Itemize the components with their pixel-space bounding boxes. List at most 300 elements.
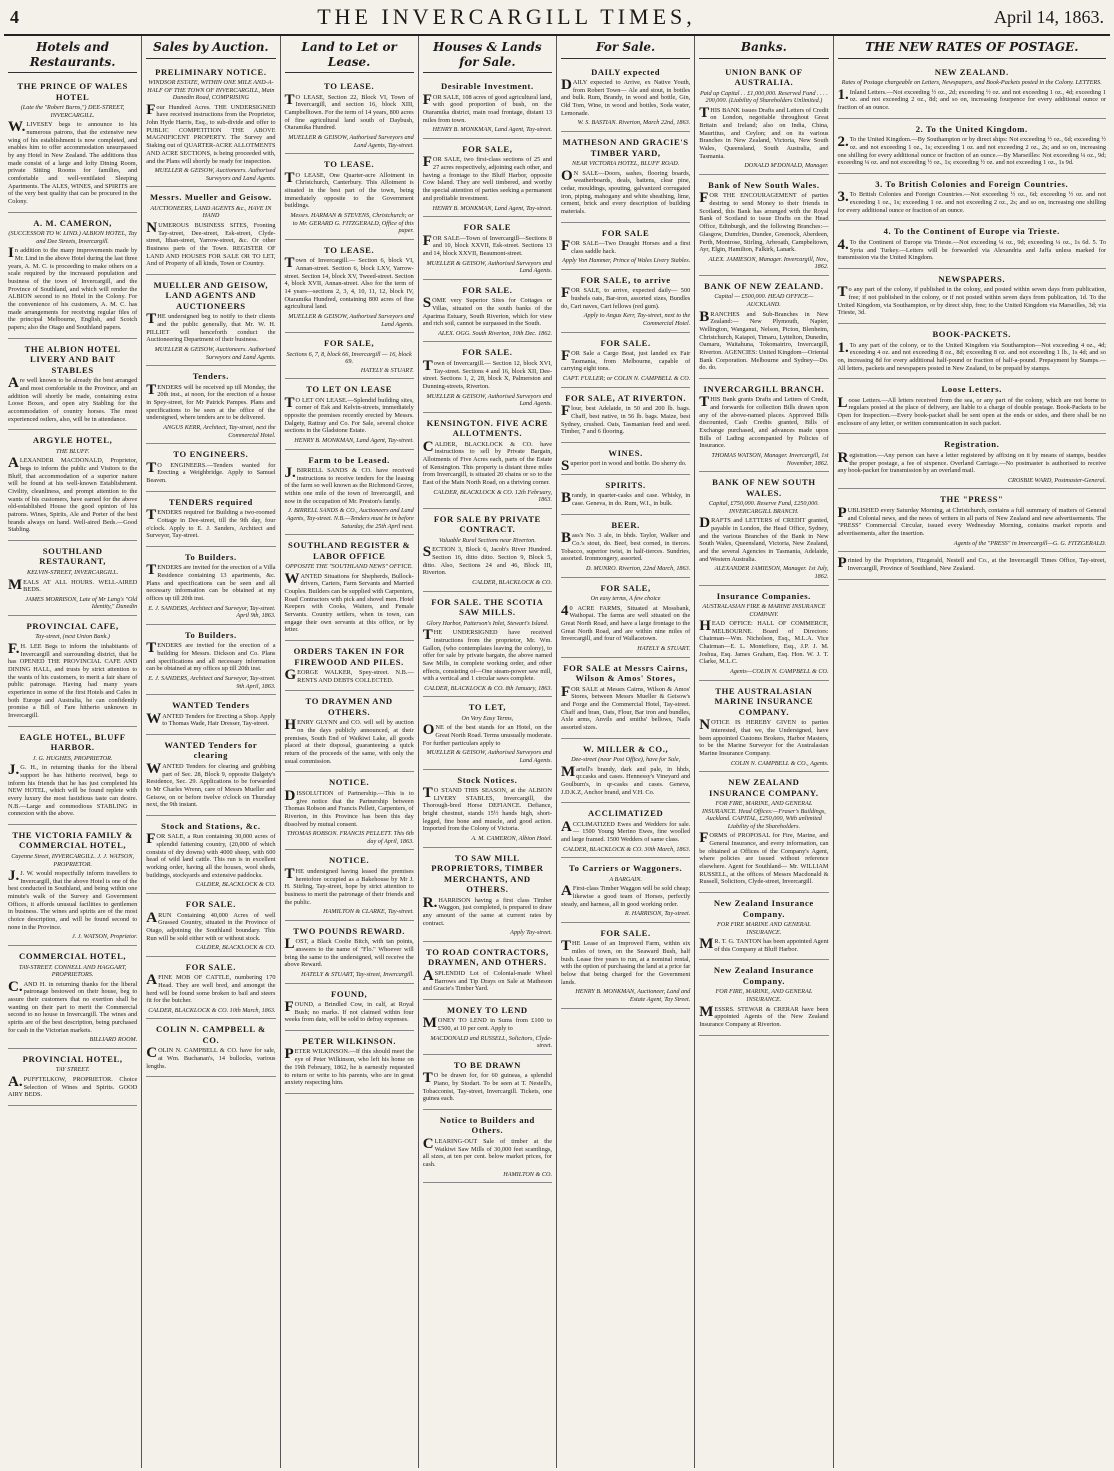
ad-title: Insurance Companies. [716, 590, 811, 601]
ad-body: NOTICE IS HEREBY GIVEN to parties interested, that we, the Undersigned, have been appointed Customs Brokers, Harbor Masters, to be the Marine Surveyor for the Australasian Marine Insurance Company. [699, 717, 829, 757]
advertisement [838, 269, 1107, 324]
ad-signature: DONALD M'DONALD, Manager. [744, 162, 829, 170]
advertisement [561, 739, 690, 804]
ad-body: WANTED Situations for Shepherds, Bullock-drivers, Carters, Farm Servants and Married Couples. Builders can be supplied with Carpenters, Road Contractors with pick and shovel men. Hotel Keepers with Cooks, Waiters, and Female Servants. Country settlers, when in town, can engage their own servants at this office, or by letter. [284, 570, 414, 634]
advertisement [561, 223, 690, 270]
advertisement [561, 388, 690, 443]
ad-body: ASPLENDID Lot of Colonial-made Wheel Barrows and Tip Drays on Sale at Matheson and Gracie's Timber Yard. [422, 967, 552, 993]
ad-title: SOUTHLAND RESTAURANT, [39, 545, 106, 567]
ad-title: To Carriers or Waggoners. [569, 863, 683, 874]
column-heading: For Sale. [561, 38, 690, 59]
advertisement [423, 848, 552, 942]
advertisement [561, 333, 690, 388]
advertisement [699, 276, 828, 379]
ad-body: Bass's No. 3 ale, in bhds. Taylor, Walker and Co.'s stout, do. Beef, best corned, in tierces. Tobacco, superior twist, in half-tierces. Sundries, assorted. Ironmongery, assorted. [561, 530, 691, 563]
ad-body: THE undersigned beg to notify to their clients and the public generally, that Mr. W. H. PILLIET will henceforth conduct the Auctioneering Department of their business. [146, 311, 276, 344]
ad-title: FOR SALE. [600, 337, 651, 348]
ad-body: 4.To the Continent of Europe via Trieste.—Not exceeding ¼ oz., 9d; exceeding ¼ oz., 1s 6d. 5. To Syria and Turkey.—Letters will be forwarded via Alexandria and Jaffa unless marked for transmission via the United Kingdom. [837, 236, 1106, 262]
advertisement [423, 139, 552, 217]
advertisement [8, 430, 137, 541]
ad-title: FOR SALE, to arrive [580, 274, 671, 285]
ad-body: SECTION 3, Block 6, Jacob's River Hundred. Section 16, ditto ditto. Section 9, Block 5, ditto. Also, Sections 24 and 46, Block III, Riverton. [422, 544, 552, 577]
ad-body: BRANCHES and Sub-Branches in New Zealand:— New Plymouth, Napier, Wellington, Wanganui, Nelson, Picton, Blenheim, Christchurch, Kaiapoi, Timaru, Lyttelton, Dunedin, Oamaru, Waitahuna, Tokomairiro, Invercargill, Riverton. AGENCIES: United Kingdom—Oriental Bank Corporation. Melbourne and Sydney—Do. do. do. [699, 308, 829, 372]
ad-title: Stock Notices. [457, 774, 518, 785]
ad-title: FOR SALE, [462, 143, 513, 154]
ad-title: NOTICE. [328, 855, 370, 866]
advertisement [146, 894, 275, 957]
advertisement [561, 858, 690, 923]
ad-signature: HATELY & STUART, Tay-street, Invercargill. [301, 970, 414, 978]
ad-title: EAGLE HOTEL, BLUFF HARBOR. [19, 731, 126, 753]
advertisement [285, 921, 414, 984]
ad-body: FOUND, a Brindled Cow, in calf, at Royal Bush; no marks. If not claimed within four weeks from date, will be sold to defray expenses. [284, 998, 414, 1024]
ad-title: Desirable Investment. [440, 81, 534, 92]
ad-body: AFINE MOB OF CATTLE, numbering 170 Head. They are well bred, and amongst the herd will be found some broken to bail and steers fit for the butcher. [146, 972, 276, 1005]
ad-signature: ALEXANDER JAMIESON, Manager. 1st July, 1862. [714, 565, 829, 580]
advertisement [699, 586, 828, 681]
advertisement [146, 735, 275, 816]
ad-body: AFirst-class Timber Waggon will be sold cheap; likewise a good team of Horses, perfectly steady, and harness, all in good working order. [561, 883, 691, 908]
ad-body: ACCLIMATIZED Ewes and Wedders for sale.— 1500 Young Merino Ewes, fine woolled and large framed. 1500 Wedders of same class. [561, 818, 691, 844]
ad-body: TENDERS required for Building a two-roomed Cottage in Dee-street, till the 9th day, four o'clock. Apply to E. J. Sanders, Architect and Surveyor, Tay-street. [146, 507, 276, 540]
ad-title: A. M. CAMERON, [33, 217, 113, 228]
ad-body: THE UNDERSIGNED have received instructions from the proprietor, Mr. Wm. Gallon, (who contemplates leaving the colony), to offer for sale by private bargain, the above named Saw Mills, in complete working order, and other effects, consisting of—One steam-power saw mill, with a vertical and 1 circular saws complete. [422, 627, 552, 683]
ad-title: BOOK-PACKETS. [932, 329, 1012, 340]
ad-body: Town of Invercargill.— Section 6, block VI, Annan-street. Section 6, block LXV, Yarrow-street. Section 14, block XV, Tweed-street. Section 4, block XVII, Annan-street. Also for the term of 14 years—sections 2, 3, 4, 10, 11, 12, block IV, Otaramika Hundred, containing 800 acres of fine agricultural land. [284, 255, 414, 311]
ad-title: ARGYLE HOTEL, [32, 435, 113, 446]
ad-signature: THOMAS ROBSON. FRANCIS PELLETT. This 6th day of April, 1863. [286, 830, 414, 845]
column-heading: Banks. [699, 38, 828, 59]
ad-subtitle: Paid up Capital . . £1,000,000. Reserved Fund . . . . 200,000. (Liability of Shareholders Unlimited.) [699, 89, 828, 105]
ad-title: TO SAW MILL PROPRIETORS, TIMBER MERCHANTS, AND OTHERS. [431, 852, 544, 895]
ad-subtitle: OPPOSITE THE "SOUTHLAND NEWS" OFFICE. [285, 563, 413, 571]
ad-title: PROVINCIAL HOTEL, [22, 1053, 123, 1064]
column-4 [419, 36, 557, 1468]
ad-body: ALEXANDER MACDONALD, Proprietor, begs to inform the public and Visitors to the Bluff, that accommodation of a superior nature will be found at his well-known Establishment. Civility, cleanliness, and prompt attention to the wants of his customers, have earned for the above old-established House the good opinion of his patrons. Wines, Spirits, Ale and Porter of the best brands always on hand. Well-aired Beds.—Good Stabling. [8, 455, 138, 534]
advertisement [146, 547, 275, 625]
ad-signature: BILLIARD ROOM. [89, 1036, 138, 1044]
advertisement [8, 213, 137, 339]
ad-title: TO LEASE. [324, 81, 375, 92]
ad-subtitle: Tay-street, (next Union Bank.) [35, 633, 110, 641]
ad-title: FOR SALE. THE SCOTIA SAW MILLS. [431, 596, 544, 618]
ad-subtitle: FOR FIRE, MARINE, AND GENERAL INSURANCE. [715, 988, 813, 1003]
ad-body: J.G. H., in returning thanks for the liberal support he has hitherto received, begs to inform his friends that he has just completed his NEW HOTEL, which will be found replete with every luxury the most fastidious taste can desire. N.B.—Large and commodious STABLING in connexion with the above. [8, 762, 138, 818]
ad-subtitle: Dee-street (near Post Office), have for Sale, [571, 756, 681, 764]
ad-body: Loose Letters.—All letters received from the sea, or any part of the colony, which are not borne to regulars posted at the place of delivery, are liable to a charge of double postage. Book-Packets to be Open for Inspection.—Every book-packet shall be sent open at the ends or sides, and there shall be no enclosure of any letter, or written communication in such packet. [837, 394, 1106, 427]
ad-title: FOR SALE. [185, 899, 237, 910]
ad-title: Farm to be Leased. [308, 454, 390, 465]
ad-signature: ALEX. OGG. South Riverton, 10th Dec. 1862. [438, 329, 552, 337]
ad-signature: MACDONALD and RUSSELL, Solicitors, Clyde-street. [430, 1034, 552, 1050]
advertisement [285, 535, 414, 641]
ad-title: FOR SALE, AT RIVERTON. [565, 392, 687, 403]
ad-body: FOR SALE, a Run containing 30,000 acres of splendid fattening country, (20,000 of which consists of dry downs) with 4000 sheep, with 600 head of wild land cattle. This run is in excellent working order, having all the houses, wool sheds, buildings, stockyards and extensive paddocks. [146, 831, 276, 879]
advertisement [285, 379, 414, 449]
ad-body: 40 ACRE FARMS, Situated at Mossbank, Waihopai. The farms are well situated on the Great North Road, and have a large frontage to the Great North Road, and are within nine miles of Invercargill, and four of Wallacetown. [561, 602, 691, 643]
ad-title: New Zealand Insurance Company. [713, 965, 814, 986]
ad-subtitle: On easy terms, A few choice [590, 595, 661, 603]
ad-title: TO DRAYMEN AND OTHERS. [305, 696, 393, 717]
ad-signature: CROSBIE WARD, Postmaster-General. [1007, 476, 1106, 484]
ad-body: FOR SALE, 108 acres of good agricultural land, with good proportion of bush, on the Otaramika district, main road frontage, distant 13 miles from town. [422, 91, 552, 124]
page-number: 4 [10, 6, 19, 27]
ad-signature: MUELLER & GEISOW, Auctioneers. Authorised Surveyors and Land Agents. [154, 167, 276, 182]
ad-body: DRAFTS and LETTERS of CREDIT granted, payable in London, the Head Office, Sydney, and the various Branches of the Bank in New South Wales, Queensland, Victoria, New Zealand, and the several Agencies in Tasmania, Adelaide, and Western Australia. [699, 515, 829, 563]
advertisement [285, 772, 414, 850]
ad-body: MEALS AT ALL HOURS. WELL-AIRED BEDS. [8, 576, 138, 594]
ad-body: FOR SALE, two first-class sections of 25 and 27 acres respectively, adjoining each other, and having a frontage to the Bluff Harbor, opposite Cow Island. They are well timbered, and worthy the special attention of parties seeking a permanent and profitable investment. [422, 154, 552, 202]
ad-title: NEWSPAPERS. [938, 273, 1006, 284]
advertisement [699, 681, 828, 772]
ad-body: CLEARING-OUT Sale of timber at the Waikiwi Saw Mills of 30,000 feet scantlings, all sizes, at ten per cent. below market prices, for cash. [422, 1135, 552, 1168]
ad-title: TO LET, [468, 702, 507, 713]
ad-title: TO ENGINEERS. [173, 449, 249, 460]
ad-signature: Agents—COLIN N. CAMPBELL & CO. [729, 668, 829, 676]
ad-body: Brandy, in quarter-casks and case. Whisky, in case. Geneva, in do. Rum, W.I., in bulk. [561, 490, 691, 508]
ad-title: ACCLIMATIZED [587, 808, 664, 819]
ad-body: THE undersigned having leased the premises heretofore occupied as a Bakehouse by Mr J. H. Stirling, Tay-street, hope by strict attention to business to merit the patronage of their friends and the public. [284, 865, 414, 906]
ad-title: WANTED Tenders for clearing [164, 739, 258, 761]
advertisement [561, 443, 690, 475]
newspaper-title: THE INVERCARGILL TIMES, [317, 4, 696, 29]
ad-body: Town of Invercargill.— Section 12, block XVI, Tay-street. Sections 4 and 16, block XII, Dee-street. Sections 1, 2, 28, block X, Palmerston and Dunning-streets, Riverton. [422, 357, 552, 390]
advertisement [699, 960, 828, 1035]
ad-title: THE ALBION HOTEL LIVERY AND BAIT STABLES [24, 343, 121, 375]
ad-signature: W. S. BASTIAN. Riverton, March 22nd, 1863. [577, 119, 691, 127]
advertisement [423, 1055, 552, 1110]
ad-body: Superior port in wood and bottle. Do sherry do. [561, 458, 687, 475]
column-1 [4, 36, 142, 1468]
advertisement [8, 946, 137, 1049]
ad-body: 1.To any part of the colony, or to the United Kingdom via Southampton—Not exceeding 4 oz., 4d; exceeding 4 oz. and not exceeding 8 oz., 8d; exceeding 8 oz. and not exceeding 1 lb., 1s 4d; and so on, increasing 8d for every additional half-pound or fraction of half-a-pound. Prepayment by Stamps.—All letters, packets and newspapers posted in New Zealand, to be prepaid by stamps. [837, 339, 1106, 372]
ad-signature: THOMAS WATSON, Manager. Invercargill, 1st November, 1862. [711, 452, 829, 467]
ad-title: Loose Letters. [941, 384, 1002, 395]
advertisement [8, 727, 137, 825]
advertisement [285, 450, 414, 536]
ad-signature: ANGUS KERR, Architect, Tay-street, next the Commercial Hotel. [163, 424, 276, 439]
ad-body: FORMS of PROPOSAL for Fire, Marine, and General Insurance, and every information, can be obtained at Offices of the Company's Agent, where policies are issued without reference elsewhere. Agent for Southland— Mr. WILLIAM RUSSELL, at the offices of Messrs Macdonald & Russell, Solicitors, Clyde-street, Invercargill. [699, 830, 829, 886]
columns-grid [4, 36, 1110, 1468]
ad-subtitle: FOR FIRE MARINE AND GENERAL INSURANCE. [717, 920, 811, 936]
ad-body: TO ENGINEERS.—Tenders wanted for Erecting a Weighbridge. Apply to Samuel Beaven. [146, 459, 276, 484]
column-heading: Land to Let or Lease. [285, 38, 414, 73]
ad-signature: COLIN N. CAMPBELL & CO., Agents. [730, 759, 829, 767]
ad-title: THE VICTORIA FAMILY & COMMERCIAL HOTEL, [12, 829, 133, 851]
ad-title: Tenders. [192, 371, 229, 382]
advertisement [146, 816, 275, 894]
advertisement [285, 691, 414, 772]
ad-title: MUELLER AND GEISOW, LAND AGENTS AND AUCTIONEERS [153, 279, 269, 311]
ad-signature: MUELLER & GEISOW, Authorised Surveyors and Land Agents, Tay-street. [288, 134, 414, 149]
ad-signature: CALDER, BLACKLOCK & CO. 10th March, 1863. [148, 1006, 276, 1014]
advertisement [285, 850, 414, 920]
advertisement [285, 240, 414, 333]
advertisement [423, 76, 552, 139]
advertisement [146, 695, 275, 735]
advertisement [838, 221, 1107, 269]
ad-title: NEW ZEALAND. [934, 66, 1009, 77]
ad-title: To Builders. [184, 551, 237, 562]
advertisement [423, 1110, 552, 1183]
advertisement [561, 923, 690, 1009]
ad-subtitle: KELVIN-STREET, INVERCARGILL. [26, 568, 119, 576]
advertisement [423, 413, 552, 509]
ad-title: TWO POUNDS REWARD. [293, 925, 406, 936]
advertisement [285, 333, 414, 379]
ad-title: KENSINGTON. FIVE ACRE ALLOTMENTS. [426, 417, 549, 439]
ad-body: ONE of the best stands for an Hotel, on the Great North Road. Terms unusually moderate. For further particulars apply to [422, 722, 552, 747]
ad-subtitle: AUSTRALASIAN FIRE & MARINE INSURANCE COMPANY. [702, 603, 826, 618]
ad-title: TO LEASE. [324, 244, 375, 255]
ad-body: ON SALE—Doors, sashes, flooring boards, weatherboards, deals, battens, clear pine, cedar, mouldings, spouting, galvanized corrugated iron, piping, mahogany and white sheathing, lime, cement, brick and every description of building materials. [561, 167, 691, 215]
ad-title: FOR SALE. [600, 927, 651, 938]
ad-body: J.J. W. would respectfully inform travellers to Invercargill, that the above Hotel is one of the best conducted in Southland, and being within one minute's walk of the Survey and Government Offices, it affords unusual facilities to gentlemen in business. The wines and spirits are of the most choice description, and will be found second to none in the Province. [8, 868, 138, 931]
ad-body: F.H. LEE Begs to inform the inhabitants of Invercargill and surrounding district, that he has OPENED THE PROVINCIAL CAFE AND DINING HALL, and trusts by strict attention to the wants of his customers, to merit a fair share of public patronage. Having had many years experience in some of the first Hotels and Cafes in both Europe and Australia, he can confidently promise a Bill of Fare hitherto unknown in Invercargill. [8, 641, 138, 720]
ad-subtitle: (Late the "Robert Burns,") DEE-STREET, INVERCARGILL. [20, 104, 125, 119]
masthead [4, 0, 1110, 36]
ad-title: ORDERS TAKEN IN FOR FIREWOOD AND PILES. [293, 646, 405, 667]
advertisement [146, 187, 275, 275]
advertisement [838, 552, 1107, 579]
ad-title: 2. To the United Kingdom. [915, 123, 1028, 134]
ad-title: Messrs. Mueller and Geisow. [149, 192, 272, 203]
ad-title: Registration. [944, 439, 1000, 450]
ad-signature: MUELLER & GEISOW, Authorised Surveyors and Land Agents. [426, 392, 552, 408]
ad-subtitle: Capital — £500,000. HEAD OFFICE—AUCKLAND. [714, 293, 814, 309]
ad-body: FOR THE ENCOURAGEMENT of parties desiring to send Money to their friends in Scotland, this Bank has arranged with the Royal Bank of Scotland to issue Drafts on the Head Office, Edinburgh, and the following Branches:— Glasgow, Dumfries, Dundee, Greenock, Aberdeen, Perth, Montrose, Stirling, Arbroath, Campbeltown, Ayr, Elgin, Hamilton, Falkirk, Lanark. [699, 190, 829, 254]
column-heading: Hotels and Restaurants. [8, 38, 137, 73]
ad-subtitle: (SUCCESSOR TO W. LIND.) ALBION HOTEL, Tay and Dee Streets, Invercargill. [8, 230, 137, 245]
advertisement [146, 625, 275, 695]
advertisement [838, 174, 1107, 222]
ad-signature: HENRY B. MONKMAN, Land Agent, Tay-street. [294, 437, 414, 445]
ad-subtitle: A BARGAIN. [609, 875, 642, 883]
ad-signature: JAMES MORRISON, Late of Mr Lang's "Old Identity," Dunedin [25, 595, 138, 611]
ad-signature: MUELLER & GEISOW, Auctioneers. Authorised Surveyors and Land Agents. [154, 346, 276, 361]
ad-title: FOUND, [330, 988, 368, 999]
ad-title: TO LEASE. [324, 159, 375, 170]
ad-body: LOST, a Black Coolie Bitch, with tan points, answers to the name of "Flo." Whoever will bring the same to the undersigned, will receive the above Reward. [284, 936, 414, 969]
ad-title: New Zealand Insurance Company. [713, 898, 814, 919]
ad-body: WANTED Tenders for clearing and grubbing part of Sec. 28, Block 9, opposite Dalgety's Residence, Sec. 29. Applications to be forwarded to Mr Charles Wrenn, care of Messrs Mueller and Geisow, on or before twelve o'clock on Thursday next, the 9th instant. [146, 760, 276, 809]
advertisement [699, 772, 828, 893]
advertisement [699, 175, 828, 276]
advertisement [146, 957, 275, 1020]
ad-title: UNION BANK OF AUSTRALIA. [725, 66, 803, 88]
ad-signature: MUELLER & GEISOW, Authorised Surveyors and Land Agents. [426, 259, 552, 275]
ad-body: TO LET ON LEASE.—Splendid building sites, corner of Esk and Kelvin-streets, immediately opposite the premises recently erected by Messrs. Dalgety, Rattray and Co. For Sale, several choice sections in the Gladstone Estate. [284, 394, 414, 435]
advertisement [561, 62, 690, 132]
ad-body: TENDERS are invited for the erection of a Villa Residence containing 13 apartments, &c. Plans and specifications can be seen and all necessary information can be obtained at my offices up till 20th inst. [146, 562, 276, 603]
ad-title: Stock and Stations, &c. [161, 820, 261, 831]
advertisement [146, 366, 275, 444]
ad-title: THE PRINCE OF WALES HOTEL [17, 81, 128, 102]
ad-title: Bank of New South Wales. [708, 179, 820, 190]
advertisement [561, 132, 690, 223]
ad-body: FOR SALE at Messrs Cairns, Wilson & Amos' Stores, between Messrs Mueller & Geisow's and Forge and the Commercial Hotel, Tay-street. Chaff and bran, Oats, Flour, Bar iron and bundles, Axle arms, Anvils and smiths' bellows, Nails assorted sizes. [561, 683, 691, 731]
ad-body: MR. T. G. TANTON has been appointed Agent of this Company at Bluff Harbor. [699, 936, 829, 953]
advertisement [285, 641, 414, 691]
ad-body: TENDERS will be received up till Monday, the 20th inst., at noon, for the erection of a house in Spey-street, for Mr Patrick Pampes. Plans and specifications to be seen at the office of the undersigned, where tenders are to be delivered. [146, 381, 276, 422]
ad-body: To any part of the colony, if published in the colony, and posted within seven days from publication, free; if not published in the colony, or if not posted within seven days from publication, 1d. To the United Kingdom, via Southampton, or by direct ship, free; to the United Kingdom via Marseilles, 3d; via Trieste, 3d. [837, 284, 1106, 317]
ad-title: FOR SALE [601, 227, 650, 238]
advertisement [285, 1031, 414, 1094]
advertisement [423, 942, 552, 1000]
advertisement [838, 62, 1107, 119]
ad-body: THE Lease of an Improved Farm, within six miles of town, on the Seaward Bush, half bush. Lease five years to run, at a nominal rental, with the option of purchasing the land at a price far below that being charged for the Government lands. [561, 938, 691, 986]
ad-signature: J. J. WATSON, Proprietor. [71, 933, 138, 941]
ad-title: TO BE DRAWN [453, 1059, 521, 1070]
ad-title: SPIRITS. [605, 480, 646, 490]
ad-title: W. MILLER & CO., [583, 743, 669, 754]
ad-signature: E. J. SANDERS, Architect and Surveyor, Tay-street. 9th April, 1863. [148, 674, 276, 690]
ad-subtitle: J. G. HUGHES, PROPRIETOR. [32, 754, 113, 762]
ad-subtitle: Capital, £750,000. Reserve Fund, £250,000. INVERCARGILL BRANCH. [708, 500, 819, 515]
ad-signature: R. HARRISON, Tay-street. [624, 910, 691, 918]
advertisement [561, 658, 690, 739]
ad-signature: CALDER, BLACKLOCK & CO. 8th January, 1863. [424, 684, 552, 692]
ad-body: TO be drawn for, for 60 guineas, a splendid Piano, by Stodart. To be seen at T. Nestell's, Tobacconist, Tay-street, Invercargill. Tickets, one guinea each. [422, 1070, 552, 1103]
ad-signature: HATELY & STUART. [360, 366, 414, 374]
ad-body: R.HARRISON having a first class Timber Waggon, just completed, is prepared to draw any amount of the same at current rates by contract. [422, 894, 552, 927]
ad-signature: D. MUNRO. Riverton, 22nd March, 1863. [585, 565, 691, 572]
ad-body: In addition to the many improvements made by Mr. Lind in the above Hotel during the last three years, A. M. C. is proceeding to make others on a scale required by the increased population and business of the town of Invercargill, and the Province of Southland, and which will render the ALBION second to no Hotel in the Colony. For the convenience of his customers, A. M. C. has made arrangements for receiving regular files of the principal Melbourne, English, and Scotch papers; also the Otago and Southland papers. [8, 245, 138, 332]
ad-title: MATHESON AND GRACIE'S TIMBER YARD, [562, 137, 689, 158]
ad-body: Registration.—Any person can have a letter registered by affixing on it by means of stamps, besides the proper postage, a fee of sixpence. Overland Carriage.—No postmaster is authorised to receive any book-packet for transmission by an overland mail. [837, 449, 1106, 475]
advertisement [838, 324, 1107, 379]
ad-title: FOR SALE [463, 222, 512, 233]
ad-signature: HAMILTON & CO. [503, 1170, 552, 1178]
ad-body: NUMEROUS BUSINESS SITES, Fronting Tay-street, Dee-street, Esk-street, Clyde-street, Ithan-street, Yarrow-street, &c. Or other Business parts of the Town. REGISTER OF LAND AND HOUSES FOR SALE OR TO LET, And of Property of all kinds, Town or Country. [146, 219, 276, 268]
ad-signature: CALDER, BLACKLOCK & CO. 12th February, 1863. [433, 488, 552, 504]
ad-signature: HENRY B. MONKMAN, Auctioneer, Land and Estate Agent, Tay Street. [575, 988, 691, 1004]
ad-title: FOR SALE. [462, 284, 513, 295]
ad-title: 4. To the Continent of Europe via Trieste. [883, 226, 1060, 237]
ad-body: CALDER, BLACKLOCK & CO. have instructions to sell by Private Bargain, Allotments of Five Acres each, parts of the Estate of Kensington. This property is distant three miles from Invercargill, is situated 20 chains or so to the East of the Main North Road, on a thriving corner. [422, 438, 552, 487]
ad-subtitle: WINDSOR ESTATE, WITHIN ONE MILE AND-A-HALF OF THE TOWN OF INVERCARGILL, Main Dunedin Road, COMPRISING [147, 79, 275, 102]
ad-signature: CALDER, BLACKLOCK & CO. [472, 579, 552, 587]
ad-body: PUBLISHED every Saturday Morning, at Christchurch, contains a full summary of matters of General and Colonial news, and the news of writers in all parts of New Zealand and new advertisements. The "PRESS" Commercial Circular, issued every Wednesday Morning, contains market reports and advertisements, after the insertion. [837, 504, 1106, 537]
ad-title: SOUTHLAND REGISTER & LABOR OFFICE [287, 540, 411, 561]
ad-body: WANTED Tenders for Erecting a Shop. Apply to Thomas Wade, Hair Dresser, Tay-street. [146, 710, 276, 728]
issue-date: April 14, 1863. [994, 6, 1104, 27]
ad-body: Flour, best Adelaide, in 50 and 200 lb. bags. Chaff, best native, in 56 lb. bags. Maize, best Sydney, crushed. Oats, Tasmanian feed and seed. Timber, 7 and 6 flooring. [561, 403, 691, 436]
ad-body: 2.To the United Kingdom.—By Southampton or by direct ships: Not exceeding ½ oz., 6d; exceeding ½ oz. and not exceeding 1 oz., 1s; exceeding 1 oz. and not exceeding 2 oz., 2s; and so on, increasing one shilling for every additional ounce or fraction of an ounce.—By Marseilles: Not exceeding ¼ oz., 9d; exceeding ¼ oz. and not exceeding ½ oz., 1s; exceeding ½ oz. and not exceeding 1 oz., 1s 9d. [837, 134, 1106, 167]
advertisement [146, 492, 275, 547]
column-heading: Sales by Auction. [146, 38, 275, 59]
column-3 [281, 36, 419, 1468]
advertisement [8, 825, 137, 946]
advertisement [146, 275, 275, 366]
ad-body: Are well known to be already the best arranged and most comfortable in the Province, and an addition will shortly be made, containing extra Loose Boxes, and open airy Stabling for the accommodation of country horses. The most experienced ostlers, also, will be in attendance. [8, 375, 138, 423]
advertisement [699, 379, 828, 472]
ad-body: THIS Bank grants Drafts and Letters of Credit, and forwards for collection Bills drawn upon any of the above-named places. Approved Bills discounted, Cash Credits granted, Bills of Exchange purchased, and advances made upon Bills of Lading accompanied by Policies of Insurance. [699, 394, 829, 450]
advertisement [838, 434, 1107, 489]
ad-title: TO LET ON LEASE [306, 384, 393, 395]
ad-title: TO ROAD CONTRACTORS, DRAYMEN, AND OTHERS. [426, 946, 549, 968]
ad-signature: J. BIRRELL SANDS & CO., Auctioneers and Land Agents, Tay-street. N.B.—Tenders must be in before Saturday, the 25th April next. [286, 507, 414, 530]
ad-body: J.BIRRELL SANDS & CO. have received instructions to receive tenders for the leasing of the farm so well known as the Richmond Grove, within one mile of the town of Invercargill, and now in the occupation of Mr. Preston's family. [284, 465, 414, 505]
advertisement [423, 280, 552, 343]
ad-body: HENRY GLYNN and CO. will sell by auction on the days publicly announced, at their premises, South End of Waikiwi Lake, all goods placed at their disposal, guaranteeing a quick return of the proceeds of the same, with only the usual commission. [284, 717, 414, 765]
advertisement [423, 592, 552, 698]
ad-subtitle: Valuable Rural Sections near Riverton. [439, 536, 536, 544]
ad-signature: E. J. SANDERS, Architect and Surveyor, Tay-street. April 9th, 1863. [148, 604, 276, 620]
ad-subtitle: Glory Harbor, Patterson's Inlet, Stewart's Island. [426, 619, 549, 627]
advertisement [699, 62, 828, 175]
ad-body: HEAD OFFICE: HALL OF COMMERCE, MELBOURNE. Board of Directors: Chairman—Wm. Nicholson, Esq., M.L.A. Vice Chairman—E. L. Montefiore, Esq., J.P. J. M. Joshua, Esq. James Graham, Esq. Hon. W. J. T. Clarke, M.L.C. [699, 618, 829, 666]
advertisement [699, 472, 828, 585]
ad-title: DAILY expected [591, 66, 661, 77]
ad-signature: A. M. CAMERON, Albion Hotel. [471, 835, 552, 843]
column-2 [142, 36, 280, 1468]
ad-body: Martell's brandy, dark and pale, in hhds, qr.casks and cases. Hennessy's Vineyard and Goulburn's, in qr-casks and cases. Geneva, J.D.K.Z, Anchor brand, and V.H. Co. [561, 763, 691, 796]
advertisement [561, 270, 690, 333]
ad-body: Four Hundred Acres. THE UNDERSIGNED have received instructions from the Proprietor, John Hyde Harris, Esq., to sub-divide and offer to PUBLIC COMPETITION THE ABOVE MAGNIFICENT PROPERTY. The Survey and Staking out of QUARTER-ACRE ALLOTMENTS AND ACRE SECTIONS, is being proceeded with, and the Plans will shortly be ready for inspection. [146, 101, 276, 165]
ad-body: 3.To British Colonies and Foreign Countries.—Not exceeding ½ oz., 6d; exceeding ½ oz. and not exceeding 1 oz., 1s; exceeding 1 oz. and not exceeding 2 oz., 2s; and so on, increasing one shilling for every additional ounce or fraction of an ounce. [837, 189, 1106, 214]
advertisement [423, 342, 552, 412]
advertisement [146, 1019, 275, 1077]
ad-body: COLIN N. CAMPBELL & CO. have for sale, at Wm. Buchanan's, 14 bullocks, various lengths. [146, 1045, 276, 1070]
ad-subtitle: TAY-STREET. CONNELL AND HAGGART, PROPRIETORS. [18, 963, 127, 979]
ad-title: THE AUSTRALASIAN MARINE INSURANCE COMPANY. [714, 685, 814, 717]
ad-body: Printed by the Proprietors, Fitzgerald, Nestell and Co., at the Invercargill Times Office, Tay-street, Invercargill, Province of Southland, New Zealand. [837, 555, 1106, 572]
ad-signature: Apply to Angus Kerr, Tay-street, next to the Commercial Hotel. [583, 312, 691, 328]
advertisement [8, 76, 137, 212]
ad-signature: Apply Von Hammer, Prince of Wales Livery Stables. [562, 257, 691, 265]
advertisement [285, 154, 414, 240]
ad-body: 1.Inland Letters.—Not exceeding ½ oz., 2d; exceeding ½ oz. and not exceeding 1 oz., 4d; exceeding 1 oz. and not exceeding 2 oz., 8d; and so on, increasing fourpence for every additional ounce or fraction of an ounce. [837, 86, 1106, 112]
advertisement [838, 379, 1107, 434]
ad-subtitle: Sections 6, 7, 8, block 66, Invercargill — 16, block 69. [286, 350, 412, 366]
ad-subtitle: FOR FIRE, MARINE, AND GENERAL INSURANCE. Head Offices:—Fraser's Buildings, Auckland. CAPITAL, £250,000, With unlimited Liability of the Shareholders. [701, 800, 826, 830]
ad-title: NOTICE. [328, 777, 370, 788]
ad-title: FOR SALE. [185, 961, 237, 972]
ad-signature: CALDER, BLACKLOCK & CO. 30th March, 1863. [562, 845, 691, 853]
ad-body: C.AND H. in returning thanks for the liberal patronage bestowed on their house, beg to assure their customers that no exertion shall be wanting on their part to merit the Commercial second to no house in Invercargill. The wines and spirits are of the best description, being purchased for cash in the Victorian markets. [8, 978, 138, 1034]
ad-body: GEORGE WALKER, Spey-street. N.B.—RENTS AND DEBTS COLLECTED. [284, 667, 414, 684]
advertisement [8, 339, 137, 430]
ad-body: TENDERS are invited for the erection of a building for Messrs. Dickson and Co. Plans and specifications and all necessary information can be obtained at my offices up till 20th inst. [146, 640, 276, 673]
ad-body: FOR SALE—Town of Invercargill—Sections 8 and 10, block XXVII, Esk-street. Sections 13 and 14, block XXVII, Beaumont-street. [422, 232, 552, 257]
ad-signature: ALEX. JAMIESON, Manager. Invercargill, Nov., 1862. [708, 255, 829, 271]
ad-body: FOR SALE—Two Draught Horses and a first class saddle hack. [561, 238, 691, 255]
ad-body: PETER WILKINSON.—If this should meet the eye of Peter Wilkinson, who left his home on the 19th February, 1862, he is earnestly requested to return or write to his parents, who are in great anxiety respecting him. [284, 1046, 414, 1087]
ad-body: MONEY TO LEND in Sums from £100 to £500, at 10 per cent. Apply to [422, 1015, 552, 1033]
ad-subtitle: TAY STREET. [55, 1066, 90, 1074]
ad-signature: Apply Tay-street. [510, 929, 552, 937]
advertisement [285, 76, 414, 154]
ad-signature: HENRY B. MONKMAN, Land Agent, Tay-street. [432, 126, 552, 134]
advertisement [146, 62, 275, 188]
ad-title: FOR SALE. [462, 347, 513, 358]
ad-subtitle: Rates of Postage chargeable on Letters, Newspapers, and Book-Packets posted in the Colony. LETTERS. [841, 79, 1102, 87]
ad-title: WINES. [608, 447, 643, 458]
advertisement [8, 616, 137, 727]
ad-signature: CAPT. FULLER; or COLIN N. CAMPBELL & CO. [562, 375, 691, 383]
ad-body: TO LEASE, One Quarter-acre Allotment in Christchurch, Canterbury. This Allotment is situated in the best part of the town, being immediately opposite to the Government buildings. [284, 169, 414, 210]
advertisement [423, 217, 552, 280]
ad-body: THIS BANK issues Drafts and Letters of Credit on London, negotiable throughout Great Britain and Ireland; also on India, China, Mauritius, and Ceylon; and on its various Branches in New Zealand, Victoria, New South Wales, Queensland, South Australia, and Tasmania. [699, 104, 829, 160]
ad-subtitle: NEAR VICTORIA HOTEL, BLUFF ROAD. [571, 160, 680, 167]
advertisement [8, 1049, 137, 1106]
advertisement [561, 515, 690, 578]
ad-title: TENDERS required [168, 496, 253, 507]
ad-title: 3. To British Colonies and Foreign Countries. [875, 178, 1069, 189]
ad-title: Notice to Builders and Others. [439, 1114, 535, 1136]
advertisement [838, 489, 1107, 552]
